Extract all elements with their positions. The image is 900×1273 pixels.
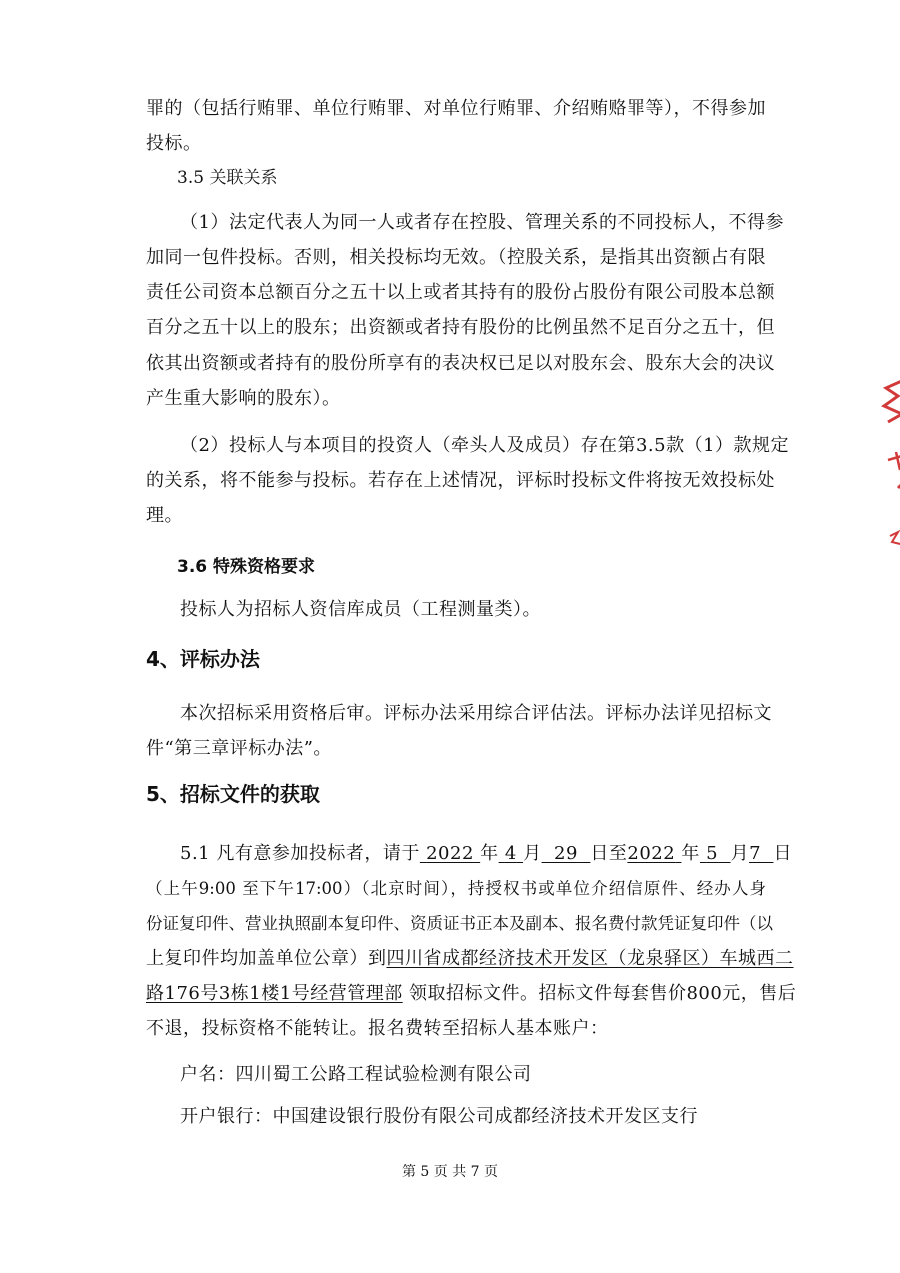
- address-suffix: 领取招标文件。招标文件每套售价800元，售后: [402, 983, 797, 1004]
- month-label: 月: [730, 843, 750, 864]
- paragraph-line: 加同一包件投标。否则，相关投标均无效。（控股关系，是指其出资额占有限: [146, 247, 766, 268]
- paragraph-line: （2）投标人与本项目的投资人（牵头人及成员）存在第3.5款（1）款规定: [180, 435, 790, 456]
- year-label: 年: [480, 843, 499, 864]
- account-name: 户名：四川蜀工公路工程试验检测有限公司: [180, 1064, 532, 1085]
- month-label: 月: [523, 843, 542, 864]
- paragraph-line: 投标人为招标人资信库成员（工程测量类）。: [180, 599, 541, 620]
- end-year: 2022: [627, 843, 676, 864]
- paragraph-line: 不退，投标资格不能转让。报名费转至招标人基本账户：: [146, 1018, 609, 1039]
- paragraph-line: （1）法定代表人为同一人或者存在控股、管理关系的不同投标人，不得参: [180, 212, 784, 233]
- address-line: [146, 982, 797, 1006]
- day-to-label: 日至: [590, 843, 628, 864]
- date-prefix: 5.1 凡有意参加投标者，请于: [180, 843, 420, 864]
- paragraph-line: 的关系，将不能参与投标。若存在上述情况，评标时投标文件将按无效投标处: [146, 470, 775, 491]
- start-month: 4: [504, 843, 517, 864]
- year-label: 年: [681, 843, 700, 864]
- day-label: 日: [773, 843, 792, 864]
- address-prefix: 上复印件均加盖单位公章）到: [146, 948, 387, 969]
- date-line: [180, 842, 792, 866]
- section-5-heading: 5、招标文件的获取: [146, 782, 320, 806]
- paragraph-line: 件“第三章评标办法”。: [146, 738, 332, 759]
- end-day: 7: [749, 843, 762, 864]
- paragraph-line: 罪的（包括行贿罪、单位行贿罪、对单位行贿罪、介绍贿赂罪等），不得参加: [146, 98, 766, 119]
- paragraph-line: 投标。: [146, 133, 202, 154]
- stamp-stroke: [890, 532, 900, 544]
- stamp-stroke: [888, 452, 900, 470]
- paragraph-line: 责任公司资本总额百分之五十以上或者其持有的股份占股份有限公司股本总额: [146, 282, 775, 303]
- end-month: 5: [706, 843, 719, 864]
- page-number-footer: 第 5 页 共 7 页: [401, 1164, 499, 1180]
- section-3-5-title: 3.5 关联关系: [177, 168, 278, 188]
- stamp-stroke: [884, 380, 900, 422]
- address-underlined: 路176号3栋1楼1号经营管理部: [146, 983, 403, 1004]
- start-day: 29: [554, 843, 578, 864]
- paragraph-line: （上午9:00 至下午17:00）（北京时间），持授权书或单位介绍信原件、经办人身: [146, 879, 766, 898]
- start-year: 2022: [426, 843, 474, 864]
- paragraph-line: 百分之五十以上的股东；出资额或者持有股份的比例虽然不足百分之五十，但: [146, 317, 775, 338]
- paragraph-line: 理。: [146, 505, 183, 526]
- account-bank: 开户银行：中国建设银行股份有限公司成都经济技术开发区支行: [180, 1106, 698, 1127]
- paragraph-line: 份证复印件、营业执照副本复印件、资质证书正本及副本、报名费付款凭证复印件（以: [146, 914, 773, 933]
- address-line: [146, 947, 794, 971]
- address-underlined: 四川省成都经济技术开发区（龙泉驿区）车城西二: [386, 948, 794, 969]
- paragraph-line: 本次招标采用资格后审。评标办法采用综合评估法。评标办法详见招标文: [180, 703, 772, 724]
- paragraph-line: 产生重大影响的股东）。: [146, 388, 341, 409]
- paragraph-line: 依其出资额或者持有的股份所享有的表决权已足以对股东会、股东大会的决议: [146, 353, 775, 374]
- section-3-6-title: 3.6 特殊资格要求: [177, 557, 316, 577]
- section-4-heading: 4、评标办法: [146, 647, 260, 671]
- seal-stamp-fragment: [878, 360, 900, 560]
